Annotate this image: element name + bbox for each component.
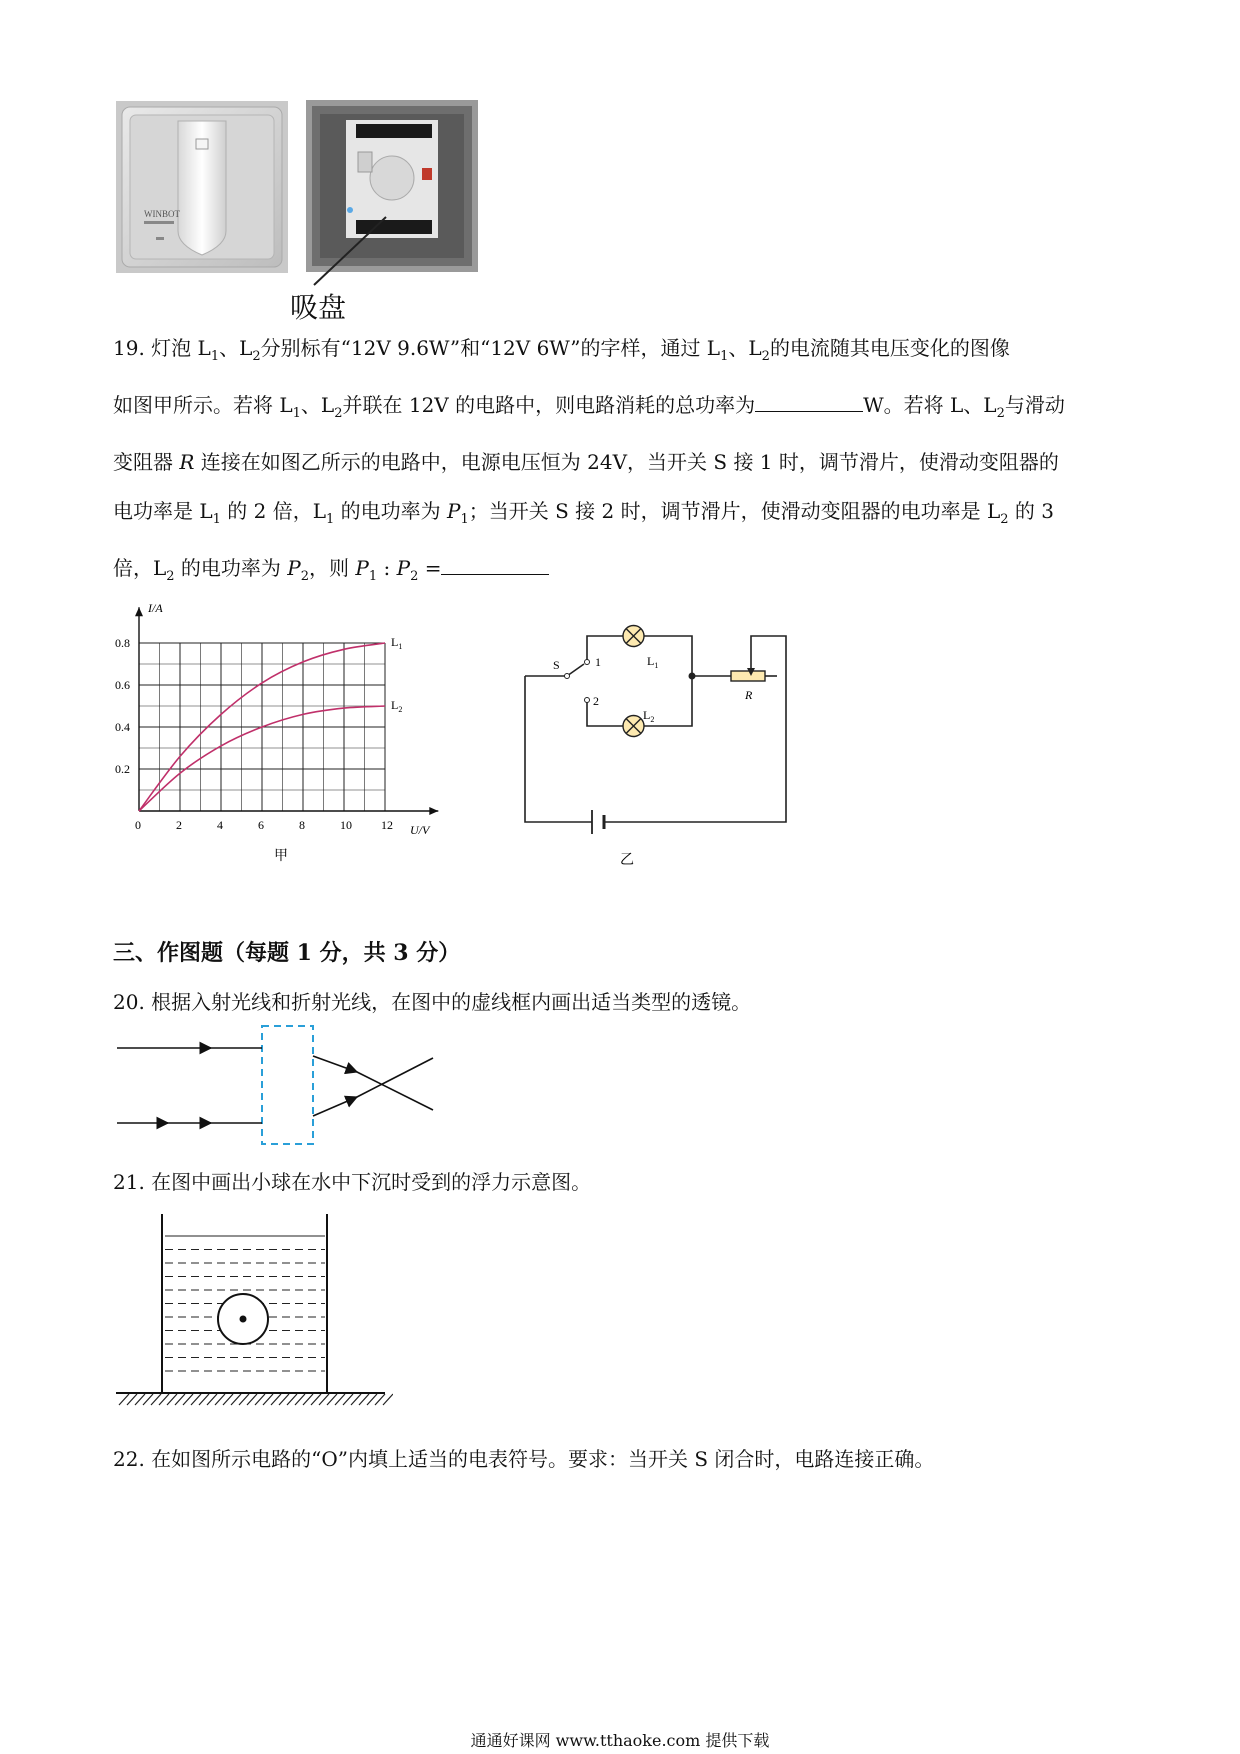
iv-chart [110,598,460,868]
hatch-line [343,1394,353,1405]
hatch-line [319,1394,329,1405]
junction-node [689,673,696,680]
beaker-diagram [113,1212,393,1412]
hatch-line [383,1394,393,1405]
robot-front-photo [116,101,288,273]
y-tick-label: 0.8 [115,636,130,650]
hatch-line [199,1394,209,1405]
curve-label-l1: $L_1$ [391,635,403,651]
circuit-caption: 乙 [620,853,634,868]
x-tick-label: 0 [135,818,141,832]
hatch-line [311,1394,321,1405]
lens-diagram [113,1022,443,1152]
question-22: 22. 在如图所示电路的“O”内填上适当的电表符号。要求：当开关 S 闭合时，电路连接正确。 [113,1447,935,1471]
q19-line-4: 电功率是 $L_1$ 的 2 倍，$L_1$ 的电功率为 $P_1$；当开关 S 接 2 时，调节滑片，使滑动变阻器的电功率是 $L_2$ 的 3 [113,499,1054,527]
hatch-line [367,1394,377,1405]
hatch-line [303,1394,313,1405]
hatch-line [223,1394,233,1405]
answer-blank-power-ratio[interactable] [441,554,549,575]
y-tick-label: 0.6 [115,678,130,692]
curve-label-l2: $L_2$ [391,698,403,714]
hatch-line [167,1394,177,1405]
rheostat-label: R [745,688,753,702]
chart-y-label: I/A [148,601,163,615]
question-19 [113,324,1143,601]
hatch-line [271,1394,281,1405]
q19-line-1: 19. 灯泡 $L_1$、$L_2$分别标有“12V 9.6W”和“12V 6W”的字样，通过 $L_1$、$L_2$的电流随其电压变化的图像 [113,336,1010,364]
y-tick-label: 0.2 [115,762,130,776]
hatch-line [215,1394,225,1405]
q19-line-5: 倍，$L_2$ 的电功率为 $P_2$，则 $P_1$ : $P_2$ = [113,544,1143,601]
ball-center-dot [240,1316,247,1323]
hatch-line [327,1394,337,1405]
ground-hatch [119,1394,393,1405]
page-footer: 通通好课网 www.tthaoke.com 提供下载 [470,1731,770,1750]
q19-line-2: 如图甲所示。若将 $L_1$、$L_2$并联在 12V 的电路中，则电路消耗的总功率为 W。若将 L、$L_2$与滑动 [113,393,1065,421]
lamp-l1-icon [623,626,644,647]
hatch-line [143,1394,153,1405]
hatch-line [295,1394,305,1405]
x-tick-label: 4 [217,818,223,832]
q19-line-3: 变阻器 R 连接在如图乙所示的电路中，电源电压恒为 24V，当开关 S 接 1 时，调节滑片，使滑动变阻器的 [113,450,1059,474]
hatch-line [287,1394,297,1405]
hatch-line [375,1394,385,1405]
hatch-line [351,1394,361,1405]
x-tick-label: 2 [176,818,182,832]
hatch-line [279,1394,289,1405]
hatch-line [159,1394,169,1405]
y-axis-arrow [135,607,143,616]
hatch-line [255,1394,265,1405]
rheostat-body [731,671,765,681]
hatch-line [335,1394,345,1405]
lamp-l1-label: $L_1$ [647,654,659,670]
x-tick-label: 6 [258,818,264,832]
x-axis-arrow [429,807,438,815]
hatch-line [359,1394,369,1405]
hatch-line [191,1394,201,1405]
switch-contact-2-label: 2 [593,694,599,708]
x-tick-label: 12 [381,818,393,832]
chart-curves [139,635,402,811]
lamp-l2-label: $L_2$ [643,708,655,724]
question-20: 20. 根据入射光线和折射光线，在图中的虚线框内画出适当类型的透镜。 [113,990,752,1014]
lamp-l2-icon [623,716,644,737]
y-tick-label: 0.4 [115,720,130,734]
hatch-line [247,1394,257,1405]
switch-contact-1-label: 1 [595,655,601,669]
chart-x-label: U/V [410,823,430,837]
switch-pivot [565,674,570,679]
hatch-line [263,1394,273,1405]
switch-label: S [553,658,560,672]
section-3-title: 三、作图题（每题 1 分，共 3 分） [113,940,461,966]
robot-brand-label: WINBOT [144,209,180,219]
hatch-line [135,1394,145,1405]
suction-cup-label: 吸盘 [290,291,347,324]
hatch-line [175,1394,185,1405]
answer-blank-total-power[interactable] [755,391,863,412]
switch-contact-1 [585,660,590,665]
hatch-line [127,1394,137,1405]
hatch-line [151,1394,161,1405]
chart-caption: 甲 [274,849,288,864]
chart-ticks [115,636,393,832]
question-21: 21. 在图中画出小球在水中下沉时受到的浮力示意图。 [113,1170,592,1194]
hatch-line [119,1394,129,1405]
x-tick-label: 8 [299,818,305,832]
hatch-line [239,1394,249,1405]
suction-pointer-line [280,215,400,295]
circuit-diagram [495,615,795,875]
lens-dashed-box[interactable] [262,1026,313,1144]
switch-contact-2 [585,698,590,703]
hatch-line [183,1394,193,1405]
x-tick-label: 10 [340,818,352,832]
hatch-line [207,1394,217,1405]
hatch-line [231,1394,241,1405]
